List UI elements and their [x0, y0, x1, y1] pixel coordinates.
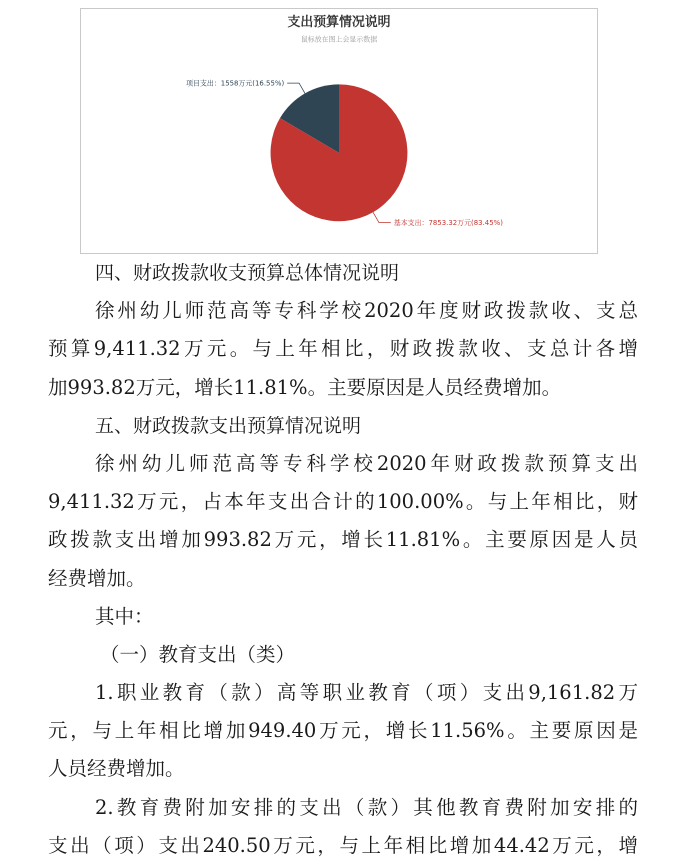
paragraph-line: 加993.82万元，增长11.81%。主要原因是人员经费增加。: [48, 375, 562, 399]
slice-label-line: [373, 212, 391, 222]
paragraph-line: 1.职业教育（款）高等职业教育（项）支出9,161.82万: [95, 681, 638, 705]
section-heading-4: 四、财政拨款收支预算总体情况说明: [95, 262, 400, 284]
paragraph-line: 徐州幼儿师范高等专科学校2020年财政拨款预算支出: [95, 451, 638, 475]
paragraph-line: 徐州幼儿师范高等专科学校2020年度财政拨款收、支总: [95, 299, 638, 323]
paragraph-line: 元，与上年相比增加949.40万元，增长11.56%。主要原因是: [48, 719, 638, 743]
paragraph-line: 人员经费增加。: [48, 757, 185, 781]
paragraph-line: 9,411.32万元，占本年支出合计的100.00%。与上年相比，财: [48, 490, 638, 514]
chart-subtitle: 鼠标放在图上会显示数据: [300, 35, 378, 44]
pie-chart[interactable]: [80, 8, 598, 254]
paragraph-line: 政拨款支出增加993.82万元，增长11.81%。主要原因是人员: [48, 528, 638, 552]
document-body: [48, 254, 638, 865]
pie-chart-svg: [81, 9, 597, 253]
slice-label-basic: 基本支出：7853.32万元(83.45%): [393, 219, 503, 228]
paragraph-line: 经费增加。: [48, 566, 146, 590]
paragraph-line: 支出（项）支出240.50万元，与上年相比增加44.42万元，增: [48, 833, 638, 857]
chart-title: 支出预算情况说明: [287, 14, 391, 30]
category-heading: （一）教育支出（类）: [100, 642, 296, 666]
section-heading-5: 五、财政拨款支出预算情况说明: [95, 414, 362, 437]
pie-slices: [186, 79, 503, 227]
among-label: 其中：: [95, 604, 154, 628]
paragraph-line: 预算9,411.32万元。与上年相比，财政拨款收、支总计各增: [48, 337, 638, 361]
slice-label-project: 项目支出：1558万元(16.55%): [186, 79, 285, 88]
paragraph-line: 2.教育费附加安排的支出（款）其他教育费附加安排的: [95, 795, 638, 819]
slice-label-line: [287, 83, 305, 93]
